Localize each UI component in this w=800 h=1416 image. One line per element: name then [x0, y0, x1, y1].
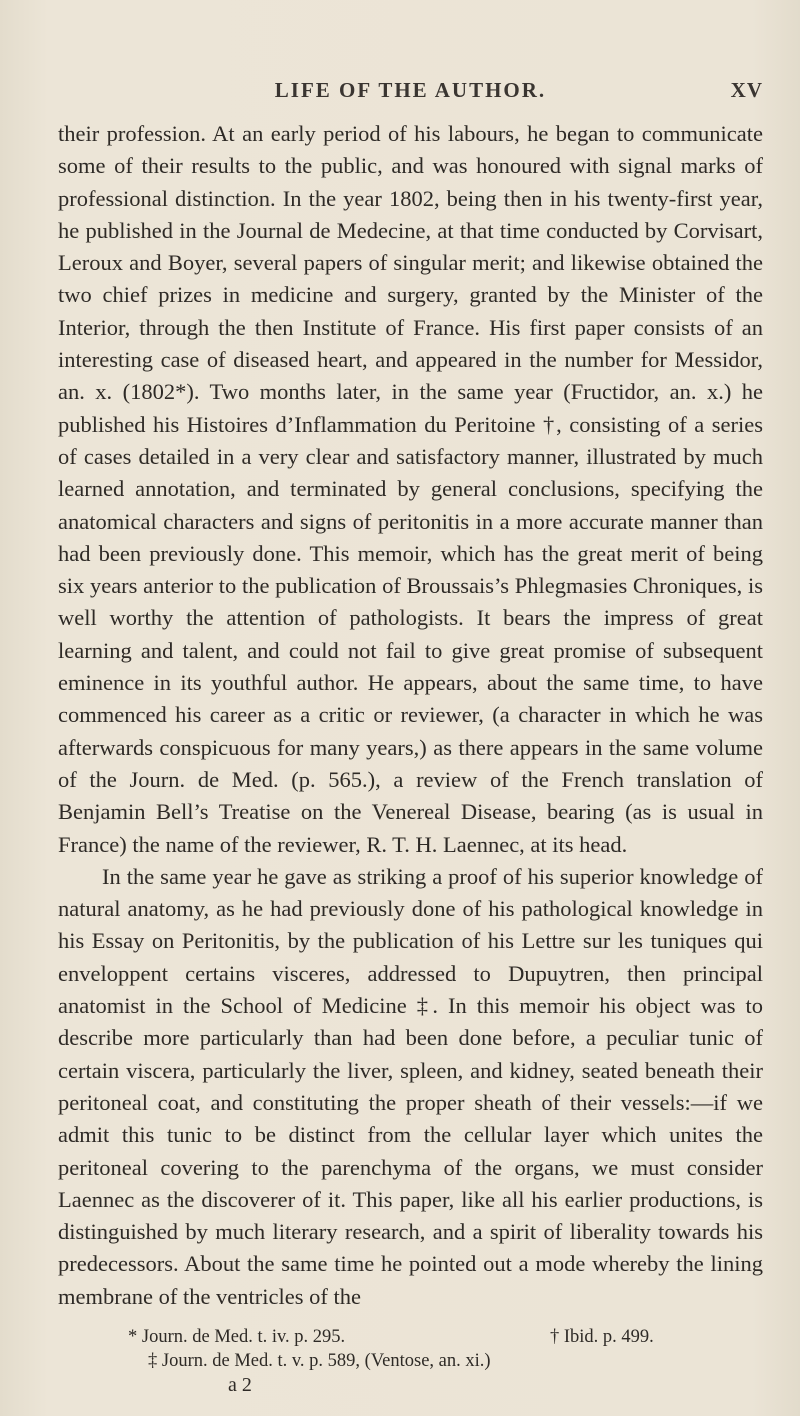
body-text — [58, 118, 763, 1313]
signature-mark: a 2 — [228, 1373, 252, 1396]
footnote-1: * Journ. de Med. t. iv. p. 295. — [128, 1326, 346, 1347]
running-title: LIFE OF THE AUTHOR. — [274, 78, 547, 102]
footnote-3: ‡ Journ. de Med. t. v. p. 589, (Ventose, an. xi.) — [148, 1350, 491, 1371]
footnote-row — [58, 1349, 763, 1373]
running-head — [58, 78, 763, 118]
paragraph-1: their profession. At an early period of his labours, he began to communicate some of their results to the public, and was honoured with signal marks of professional distinction. In the year 1802, being then in his twenty-first year, he published in the Journal de Medecine, at that time conducted by Corvisart, Leroux and Boyer, several papers of singular merit; and likewise obtained the two chief prizes in medicine and surgery, granted by the Minister of the Interior, through the then Institute of France. His first paper consists of an interesting case of diseased heart, and appeared in the number for Messidor, an. x. (1802*). Two months later, in the same year (Fructidor, an. x.) he published his Histoires d’Inflammation du Peritoine †, consisting of a series of cases detailed in a very clear and satisfactory manner, illustrated by much learned annotation, and terminated by general conclusions, specifying the anatomical characters and signs of peritonitis in a more accurate manner than had been previously done. This memoir, which has the great merit of being six years anterior to the publication of Broussais’s Phlegmasies Chroniques, is well worthy the attention of pathologists. It bears the impress of great learning and talent, and could not fail to give great promise of subsequent eminence in its youthful author. He appears, about the same time, to have commenced his career as a critic or reviewer, (a character in which he was afterwards conspicuous for many years,) as there appears in the same volume of the Journ. de Med. (p. 565.), a review of the French translation of Benjamin Bell’s Treatise on the Venereal Disease, bearing (as is usual in France) the name of the reviewer, R. T. H. Laennec, at its head. — [58, 121, 763, 857]
page-number: XV — [730, 78, 763, 102]
footnote-2: † Ibid. p. 499. — [550, 1326, 654, 1347]
footnotes — [58, 1325, 763, 1373]
footnote-row — [58, 1325, 763, 1349]
paragraph-2: In the same year he gave as striking a proof of his superior knowledge of natural anatomy, as he had previously done of his pathological knowledge in his Essay on Peritonitis, by the publication of his Lettre sur les tuniques qui enveloppent certains visceres, addressed to Dupuytren, then principal anatomist in the School of Medicine ‡. In this memoir his object was to describe more particularly than had been done before, a peculiar tunic of certain viscera, particularly the liver, spleen, and kidney, seated beneath their peritoneal coat, and constituting the proper sheath of their vessels:—if we admit this tunic to be distinct from the cellular layer which unites the peritoneal covering to the parenchyma of the organs, we must consider Laennec as the discoverer of it. This paper, like all his earlier productions, is distinguished by much literary research, and a spirit of liberality towards his predecessors. About the same time he pointed out a mode whereby the lining membrane of the ventricles of the — [58, 863, 763, 1309]
